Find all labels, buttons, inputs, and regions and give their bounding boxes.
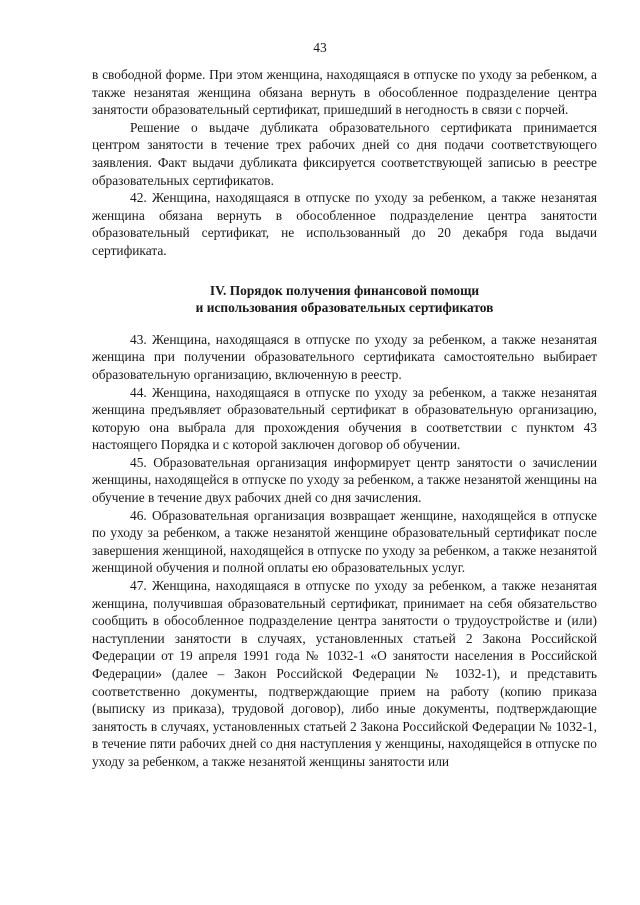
paragraph-continuation: в свободной форме. При этом женщина, находящаяся в отпуске по уходу за ребенком, а также незанятая женщина обязана вернуть в обособленное подразделение центра занятости образовательный сертификат, пришедший в негодность в связи с порчей.: [92, 67, 597, 118]
section-heading-line-2: и использования образовательных сертификатов: [195, 300, 494, 316]
paragraph-44: 44. Женщина, находящаяся в отпуске по уходу за ребенком, а также незанятая женщина предъявляет образовательный сертификат в образовательную организацию, которую она выбрала для прохождения обучения в соответствии с пунктом 43 настоящего Порядка и с которой заключен договор об обучении.: [92, 384, 597, 453]
paragraph-42: 42. Женщина, находящаяся в отпуске по уходу за ребенком, а также незанятая женщина обязана вернуть в обособленное подразделение центра занятости образовательный сертификат, не использованный до 20 декабря года выдачи сертификата.: [92, 190, 597, 258]
paragraph-43: 43. Женщина, находящаяся в отпуске по уходу за ребенком, а также незанятая женщина при получении образовательного сертификата самостоятельно выбирает образовательную организацию, включенную в реестр.: [92, 331, 597, 382]
page-number: 43: [313, 40, 327, 55]
section-heading-line-1: IV. Порядок получения финансовой помощи: [209, 282, 480, 298]
paragraph-duplicate-decision: Решение о выдаче дубликата образовательного сертификата принимается центром занятости в течение трех рабочих дней со дня подачи соответствующего заявления. Факт выдачи дубликата фиксируется соответствующей записью в реестре образовательных сертификатов.: [92, 119, 597, 188]
paragraph-46: 46. Образовательная организация возвращает женщине, находящейся в отпуске по уходу за ребенком, а также незанятой женщине образовательный сертификат после завершения женщиной, находящейся в отпуске по уходу за ребенком, а также незанятой женщиной обучения и полной оплаты ею образовательных услуг.: [92, 507, 597, 576]
section-heading: [92, 282, 597, 317]
paragraph-47: 47. Женщина, находящаяся в отпуске по уходу за ребенком, а также незанятая женщина, получившая образовательный сертификат, принимает на себя обязательство сообщить в обособленное подразделение центра занятости о трудоустройстве и (или) наступлении занятости в случаях, установленных статьей 2 Закона Российской Федерации от 19 апреля 1991 года № 1032-1 «О занятости населения в Российской Федерации» (далее – Закон Российской Федерации № 1032-1), и представить соответственно документы, подтверждающие прием на работу (копию приказа (выписку из приказа), трудовой договор), либо иные документы, подтверждающие занятость в случаях, установленных статьей 2 Закона Российской Федерации № 1032-1, в течение пяти рабочих дней со дня наступления у женщины, находящейся в отпуске по уходу за ребенком, а также незанятой женщины занятости или: [92, 578, 597, 769]
paragraph-45: 45. Образовательная организация информирует центр занятости о зачислении женщины, находящейся в отпуске по уходу за ребенком, а также незанятой женщины на обучение в течение двух рабочих дней со дня зачисления.: [92, 454, 597, 506]
document-body: [92, 66, 597, 771]
